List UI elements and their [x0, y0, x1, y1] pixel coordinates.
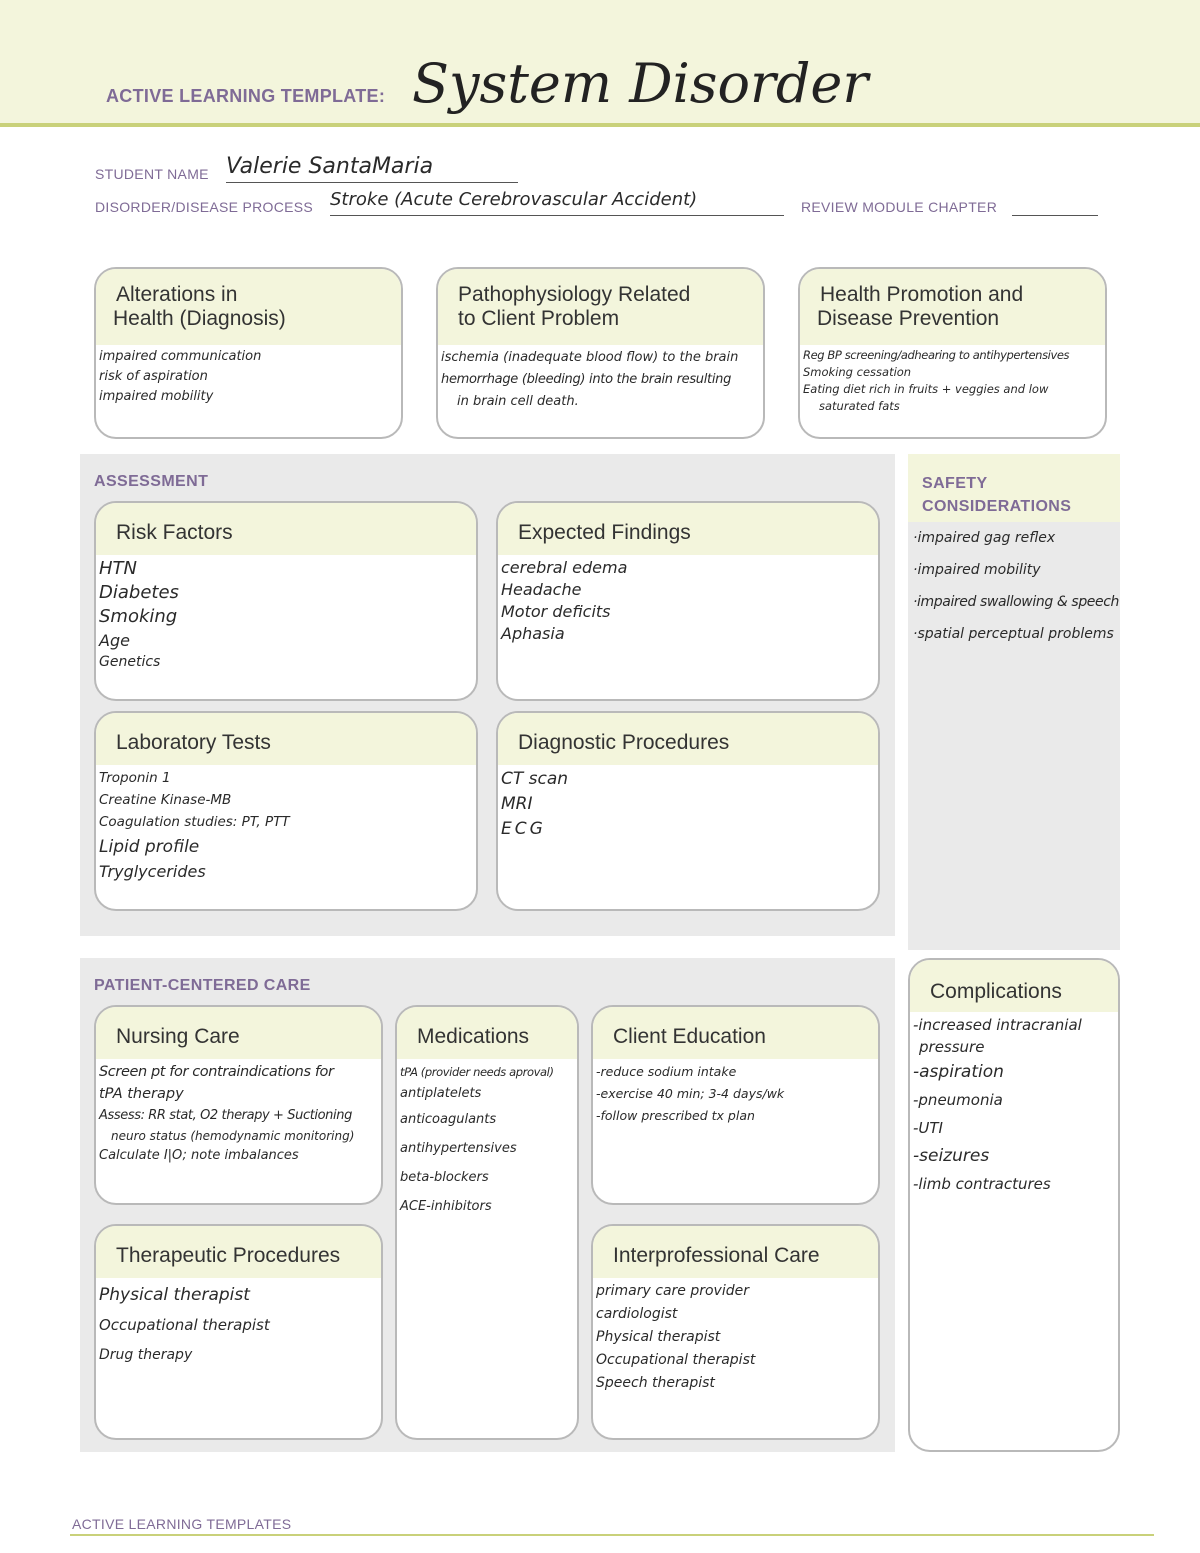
card-header	[800, 269, 1105, 345]
card-content[interactable]	[800, 345, 1105, 415]
template-title: System Disorder	[412, 52, 869, 115]
card-content[interactable]	[96, 1278, 381, 1370]
card-risk-factors	[94, 501, 478, 701]
card-header: Client Education	[593, 1007, 878, 1059]
content-line: primary care provider	[596, 1283, 749, 1299]
content-line: Eating diet rich in fruits + veggies and low	[803, 382, 1049, 396]
content-line: -limb contractures	[913, 1175, 1051, 1193]
content-line: ischemia (inadequate blood flow) to the brain	[441, 350, 739, 365]
content-line: in brain cell death.	[457, 394, 579, 409]
card-header: Therapeutic Procedures	[96, 1226, 381, 1278]
card-header: Nursing Care	[96, 1007, 381, 1059]
content-line: Genetics	[99, 654, 161, 670]
card-content[interactable]	[96, 345, 401, 407]
review-chapter-field[interactable]	[1012, 199, 1098, 216]
card-header: Diagnostic Procedures	[498, 713, 878, 765]
safety-title-line: CONSIDERATIONS	[922, 498, 1072, 515]
card-header	[96, 269, 401, 345]
content-line: Drug therapy	[99, 1347, 193, 1363]
card-medications	[395, 1005, 579, 1440]
content-line: Screen pt for contraindications for	[99, 1064, 334, 1080]
content-line: saturated fats	[819, 399, 900, 413]
safety-line: ·spatial perceptual problems	[913, 626, 1114, 642]
card-client-education	[591, 1005, 880, 1205]
content-line: anticoagulants	[400, 1112, 497, 1127]
content-line: ECG	[501, 819, 546, 839]
card-health-promotion	[798, 267, 1107, 439]
patient-centered-care-title: PATIENT-CENTERED CARE	[94, 977, 311, 994]
content-line: impaired mobility	[99, 389, 214, 404]
card-expected-findings	[496, 501, 880, 701]
student-name-label: STUDENT NAME	[95, 166, 209, 182]
card-content[interactable]	[438, 345, 763, 413]
review-chapter-label: REVIEW MODULE CHAPTER	[801, 199, 998, 215]
card-content[interactable]	[96, 555, 476, 671]
card-title-line: Disease Prevention	[817, 307, 1000, 330]
content-line: MRI	[501, 794, 533, 814]
card-pathophysiology	[436, 267, 765, 439]
content-line: neuro status (hemodynamic monitoring)	[111, 1129, 355, 1143]
assessment-title: ASSESSMENT	[94, 473, 209, 490]
content-line: -increased intracranial	[913, 1016, 1082, 1034]
content-line: -pneumonia	[913, 1091, 1003, 1109]
card-diagnostic-procedures	[496, 711, 880, 911]
content-line: antiplatelets	[400, 1086, 482, 1101]
card-content[interactable]	[498, 555, 878, 645]
card-content[interactable]	[96, 1059, 381, 1167]
content-line: Headache	[501, 580, 582, 599]
content-line: Creatine Kinase-MB	[99, 792, 232, 808]
content-line: risk of aspiration	[99, 369, 208, 384]
card-title-line: Health Promotion and	[820, 283, 1024, 306]
safety-line: ·impaired gag reflex	[913, 530, 1056, 546]
card-header: Expected Findings	[498, 503, 878, 555]
card-interprofessional-care	[591, 1224, 880, 1440]
card-content[interactable]	[593, 1059, 878, 1127]
card-content[interactable]	[910, 1012, 1118, 1198]
content-line: Physical therapist	[99, 1285, 250, 1305]
card-therapeutic-procedures	[94, 1224, 383, 1440]
content-line: -follow prescribed tx plan	[596, 1108, 755, 1123]
content-line: CT scan	[501, 769, 569, 789]
template-label: ACTIVE LEARNING TEMPLATE:	[106, 86, 386, 106]
card-laboratory-tests	[94, 711, 478, 911]
card-content[interactable]	[96, 765, 476, 883]
safety-line: ·impaired mobility	[913, 562, 1041, 578]
content-line: -exercise 40 min; 3-4 days/wk	[596, 1086, 785, 1101]
header-divider	[0, 123, 1200, 127]
content-line: Occupational therapist	[99, 1316, 270, 1334]
content-line: hemorrhage (bleeding) into the brain resulting	[441, 372, 732, 387]
content-line: Lipid profile	[99, 837, 200, 857]
card-title-line: Health (Diagnosis)	[113, 307, 286, 330]
content-line: Aphasia	[501, 624, 565, 643]
card-header: Interprofessional Care	[593, 1226, 878, 1278]
content-line: -seizures	[913, 1146, 990, 1166]
card-title-line: Alterations in	[116, 283, 238, 306]
content-line: Tryglycerides	[99, 862, 206, 881]
content-line: tPA (provider needs aproval)	[400, 1065, 554, 1079]
content-line: Troponin 1	[99, 770, 171, 786]
card-header: Complications	[910, 960, 1118, 1012]
content-line: Occupational therapist	[596, 1352, 756, 1368]
content-line: -reduce sodium intake	[596, 1064, 737, 1079]
card-alterations-in-health	[94, 267, 403, 439]
content-line: beta-blockers	[400, 1170, 489, 1185]
safety-content[interactable]	[913, 522, 1120, 650]
card-title-line: Pathophysiology Related	[458, 283, 691, 306]
content-line: cardiologist	[596, 1306, 678, 1322]
card-content[interactable]	[498, 765, 878, 842]
content-line: Smoking cessation	[803, 365, 912, 379]
footer-text: ACTIVE LEARNING TEMPLATES	[72, 1516, 292, 1532]
content-line: Coagulation studies: PT, PTT	[99, 814, 290, 830]
content-line: -aspiration	[913, 1062, 1004, 1082]
disorder-field[interactable]: Stroke (Acute Cerebrovascular Accident)	[330, 189, 784, 216]
content-line: pressure	[919, 1038, 985, 1056]
content-line: Smoking	[99, 606, 178, 627]
content-line: Diabetes	[99, 582, 179, 603]
content-line: impaired communication	[99, 349, 262, 364]
content-line: -UTI	[913, 1119, 943, 1137]
card-header	[438, 269, 763, 345]
card-complications	[908, 958, 1120, 1452]
footer-divider	[70, 1534, 1154, 1536]
content-line: Physical therapist	[596, 1329, 721, 1345]
safety-title-line: SAFETY	[922, 475, 988, 492]
content-line: tPA therapy	[99, 1086, 184, 1102]
content-line: ACE-inhibitors	[400, 1199, 492, 1214]
disorder-label: DISORDER/DISEASE PROCESS	[95, 199, 314, 215]
card-header: Medications	[397, 1007, 577, 1059]
card-content[interactable]	[397, 1059, 577, 1221]
content-line: HTN	[99, 558, 137, 579]
card-nursing-care	[94, 1005, 383, 1205]
card-title-line: to Client Problem	[458, 307, 620, 330]
card-header: Risk Factors	[96, 503, 476, 555]
content-line: Reg BP screening/adhearing to antihypertensives	[803, 348, 1070, 362]
content-line: Calculate I|O; note imbalances	[99, 1148, 299, 1163]
content-line: Motor deficits	[501, 602, 611, 621]
card-content[interactable]	[593, 1278, 878, 1395]
content-line: cerebral edema	[501, 558, 628, 577]
content-line: antihypertensives	[400, 1141, 517, 1156]
content-line: Speech therapist	[596, 1375, 715, 1391]
card-header: Laboratory Tests	[96, 713, 476, 765]
content-line: Age	[99, 631, 130, 650]
safety-line: ·impaired swallowing & speech	[913, 594, 1120, 610]
safety-title	[922, 472, 1071, 518]
student-name-field[interactable]: Valerie SantaMaria	[226, 154, 518, 183]
content-line: Assess: RR stat, O2 therapy + Suctioning	[99, 1108, 352, 1123]
